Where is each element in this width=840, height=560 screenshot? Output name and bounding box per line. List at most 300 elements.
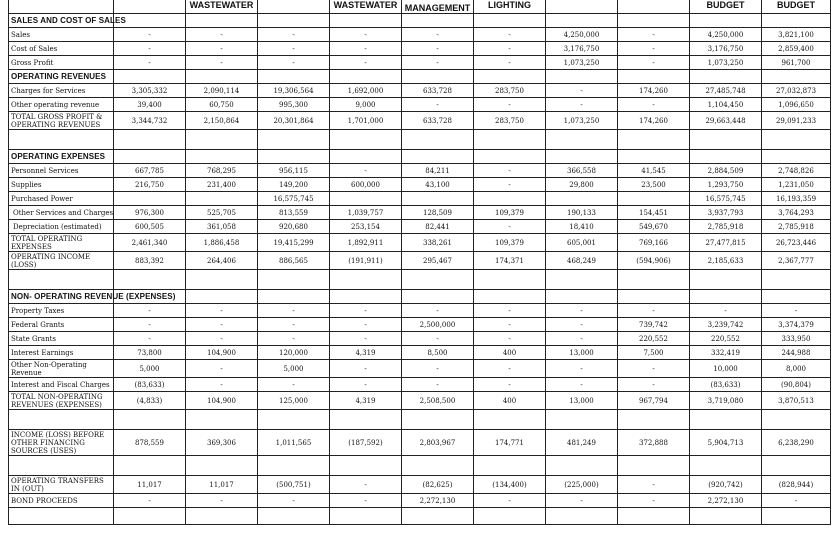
cell-col-1: - [114,318,186,332]
row-label: Sales [9,28,114,42]
header-col-3 [258,0,330,14]
cell-col-9: 3,937,793 [690,206,762,220]
header-col-7 [546,0,618,14]
row-label: State Grants [9,332,114,346]
cell-col-6: (134,400) [474,476,546,494]
cell-col-5: - [402,28,474,42]
cell-col-5: 338,261 [402,234,474,252]
cell-col-1: - [114,56,186,70]
cell-col-8: 739,742 [618,318,690,332]
table-row [9,494,831,508]
cell-col-2: 369,306 [186,430,258,456]
cell-col-9: 220,552 [690,332,762,346]
cell-col-9: 332,419 [690,346,762,360]
row-label: OPERATING INCOME (LOSS) [9,252,114,270]
cell-col-6 [474,192,546,206]
cell-col-4: - [330,28,402,42]
cell-col-8 [618,192,690,206]
cell-col-9: 5,904,713 [690,430,762,456]
cell-col-2: - [186,318,258,332]
table-row [9,112,831,130]
cell-col-7: 1,073,250 [546,56,618,70]
cell-col-6: 174,771 [474,430,546,456]
cell-col-4: - [330,494,402,508]
cell-col-10: 26,723,446 [762,234,831,252]
cell-col-9: 4,250,000 [690,28,762,42]
cell-col-7: 13,000 [546,392,618,410]
cell-col-7: 481,249 [546,430,618,456]
cell-col-7: (225,000) [546,476,618,494]
row-label: Gross Profit [9,56,114,70]
cell-col-6: 400 [474,346,546,360]
cell-col-9: (920,742) [690,476,762,494]
row-label: TOTAL OPERATING EXPENSES [9,234,114,252]
cell-col-4: - [330,378,402,392]
cell-col-6: 283,750 [474,112,546,130]
cell-col-5: 2,272,130 [402,494,474,508]
cell-col-7: - [546,360,618,378]
cell-col-10: 244,988 [762,346,831,360]
header-col-4: WASTEWATER [330,0,402,14]
cell-col-7: 605,001 [546,234,618,252]
cell-col-9: 29,663,448 [690,112,762,130]
table-row [9,28,831,42]
cell-col-10: 16,193,359 [762,192,831,206]
cell-col-2: 2,150,864 [186,112,258,130]
cell-col-5: 633,728 [402,84,474,98]
row-label: TOTAL GROSS PROFIT & OPERATING REVENUES [9,112,114,130]
cell-col-10: 961,700 [762,56,831,70]
cell-col-4: - [330,164,402,178]
cell-col-8: - [618,494,690,508]
cell-col-3: 16,575,745 [258,192,330,206]
table-row [9,476,831,494]
cell-col-2: 768,295 [186,164,258,178]
cell-col-3: - [258,56,330,70]
cell-col-10: 1,231,050 [762,178,831,192]
cell-col-5: 2,508,500 [402,392,474,410]
cell-col-3: 995,300 [258,98,330,112]
cell-col-1: - [114,28,186,42]
cell-col-6: - [474,56,546,70]
budget-table [8,0,831,525]
cell-col-6: - [474,304,546,318]
cell-col-6: - [474,378,546,392]
cell-col-4: 1,692,000 [330,84,402,98]
row-label: Other Services and Charges [9,206,114,220]
cell-col-9: - [690,304,762,318]
cell-col-1: 883,392 [114,252,186,270]
cell-col-7: 29,800 [546,178,618,192]
cell-col-3: 886,565 [258,252,330,270]
cell-col-6: - [474,28,546,42]
cell-col-5: 84,211 [402,164,474,178]
cell-col-4 [330,192,402,206]
cell-col-2: 264,406 [186,252,258,270]
cell-col-2: - [186,332,258,346]
cell-col-9: (83,633) [690,378,762,392]
header-col-5: MANAGEMENT [402,0,474,14]
cell-col-5: 2,500,000 [402,318,474,332]
cell-col-5: - [402,98,474,112]
cell-col-1: 976,300 [114,206,186,220]
cell-col-6: - [474,164,546,178]
cell-col-4: (187,592) [330,430,402,456]
header-col-8 [618,0,690,14]
cell-col-1: - [114,332,186,346]
cell-col-6: 109,379 [474,234,546,252]
table-row [9,178,831,192]
cell-col-2: 1,886,458 [186,234,258,252]
cell-col-4: 9,000 [330,98,402,112]
cell-col-7 [546,192,618,206]
row-label: Depreciation (estimated) [9,220,114,234]
header-col-2: WASTEWATER [186,0,258,14]
section-header-operating-revenues [9,70,831,84]
cell-col-5: 43,100 [402,178,474,192]
cell-col-1: (4,833) [114,392,186,410]
cell-col-7: 4,250,000 [546,28,618,42]
cell-col-8: 7,500 [618,346,690,360]
cell-col-2: - [186,494,258,508]
cell-col-8: 23,500 [618,178,690,192]
cell-col-10: 3,870,513 [762,392,831,410]
cell-col-7: - [546,318,618,332]
cell-col-6: 109,379 [474,206,546,220]
cell-col-3: - [258,28,330,42]
cell-col-6: 283,750 [474,84,546,98]
cell-col-2: 2,090,114 [186,84,258,98]
cell-col-10: - [762,304,831,318]
table-row [9,252,831,270]
cell-col-6: 400 [474,392,546,410]
cell-col-8: - [618,378,690,392]
cell-col-2: - [186,304,258,318]
table-row [9,430,831,456]
cell-col-10: 2,785,918 [762,220,831,234]
cell-col-3: - [258,332,330,346]
cell-col-9: 2,272,130 [690,494,762,508]
cell-col-4: 1,701,000 [330,112,402,130]
cell-col-5: - [402,332,474,346]
cell-col-7: 190,133 [546,206,618,220]
cell-col-10: 8,000 [762,360,831,378]
cell-col-4: - [330,360,402,378]
row-label: TOTAL NON-OPERATING REVENUES (EXPENSES) [9,392,114,410]
cell-col-7: 366,558 [546,164,618,178]
cell-col-7: 13,000 [546,346,618,360]
header-col-6: LIGHTING [474,0,546,14]
table-body [9,14,831,525]
cell-col-8: 549,670 [618,220,690,234]
spacer-row [9,456,831,476]
section-title: NON- OPERATING REVENUE (EXPENSES) [9,290,114,304]
cell-col-10: 6,238,290 [762,430,831,456]
cell-col-4: 4,319 [330,346,402,360]
cell-col-1: 3,344,732 [114,112,186,130]
row-label: Federal Grants [9,318,114,332]
cell-col-7: 3,176,750 [546,42,618,56]
cell-col-8: - [618,304,690,318]
cell-col-5: - [402,378,474,392]
cell-col-1 [114,192,186,206]
cell-col-2: - [186,42,258,56]
cell-col-5: 128,509 [402,206,474,220]
cell-col-2: 231,400 [186,178,258,192]
row-label: Other operating revenue [9,98,114,112]
cell-col-7: - [546,332,618,346]
section-header-operating-expenses [9,150,831,164]
cell-col-4: - [330,332,402,346]
cell-col-4: 4,319 [330,392,402,410]
section-header-non-operating [9,290,831,304]
cell-col-6: 174,371 [474,252,546,270]
row-label: INCOME (LOSS) BEFORE OTHER FINANCING SOURCES (USES) [9,430,114,456]
cell-col-2: - [186,378,258,392]
cell-col-3: 956,115 [258,164,330,178]
cell-col-10: 3,764,293 [762,206,831,220]
cell-col-4: - [330,304,402,318]
cell-col-1: 2,461,340 [114,234,186,252]
table-row [9,346,831,360]
row-label: Other Non-Operating Revenue [9,360,114,378]
cell-col-5: 8,500 [402,346,474,360]
cell-col-9: 27,485,748 [690,84,762,98]
header-col-9: BUDGET [690,0,762,14]
cell-col-8: - [618,476,690,494]
cell-col-2 [186,192,258,206]
cell-col-3: - [258,304,330,318]
row-label: Property Taxes [9,304,114,318]
cell-col-8: 41,545 [618,164,690,178]
cell-col-10: 3,374,379 [762,318,831,332]
row-label: Personnel Services [9,164,114,178]
cell-col-2: 104,900 [186,392,258,410]
row-label: Purchased Power [9,192,114,206]
cell-col-10: (828,944) [762,476,831,494]
table-row [9,42,831,56]
cell-col-9: 3,176,750 [690,42,762,56]
cell-col-8: (594,906) [618,252,690,270]
cell-col-10: 3,821,100 [762,28,831,42]
cell-col-5: (82,625) [402,476,474,494]
cell-col-1: - [114,494,186,508]
cell-col-1: 5,000 [114,360,186,378]
cell-col-7: - [546,378,618,392]
cell-col-8: - [618,28,690,42]
table-row [9,56,831,70]
cell-col-1: - [114,304,186,318]
table-row [9,98,831,112]
cell-col-8: - [618,360,690,378]
cell-col-2: 361,058 [186,220,258,234]
row-label: OPERATING TRANSFERS IN (OUT) [9,476,114,494]
cell-col-3: 5,000 [258,360,330,378]
row-label: Supplies [9,178,114,192]
cell-col-2: 104,900 [186,346,258,360]
cell-col-8: 220,552 [618,332,690,346]
cell-col-9: 3,239,742 [690,318,762,332]
cell-col-2: - [186,28,258,42]
cell-col-3: 20,301,864 [258,112,330,130]
cell-col-7: - [546,304,618,318]
cell-col-9: 1,104,450 [690,98,762,112]
table-row [9,378,831,392]
section-title: SALES AND COST OF SALES [9,14,114,28]
cell-col-9: 16,575,745 [690,192,762,206]
cell-col-3: 19,306,564 [258,84,330,98]
cell-col-3: (500,751) [258,476,330,494]
cell-col-4: - [330,318,402,332]
cell-col-3: - [258,494,330,508]
cell-col-1: (83,633) [114,378,186,392]
cell-col-8: 769,166 [618,234,690,252]
section-title: OPERATING REVENUES [9,70,114,84]
spacer-row [9,270,831,290]
row-label: Charges for Services [9,84,114,98]
table-row [9,318,831,332]
cell-col-3: - [258,378,330,392]
cell-col-6: - [474,494,546,508]
cell-col-3: - [258,318,330,332]
row-label: Interest and Fiscal Charges [9,378,114,392]
table-row [9,234,831,252]
cell-col-9: 27,477,815 [690,234,762,252]
cell-col-5: - [402,42,474,56]
table-row [9,332,831,346]
cell-col-1: 216,750 [114,178,186,192]
cell-col-8: 967,794 [618,392,690,410]
cell-col-1: 39,400 [114,98,186,112]
cell-col-6: - [474,178,546,192]
cell-col-4: 1,892,911 [330,234,402,252]
header-col-1 [114,0,186,14]
cell-col-6: - [474,98,546,112]
cell-col-9: 10,000 [690,360,762,378]
cell-col-4: (191,911) [330,252,402,270]
cell-col-9: 1,073,250 [690,56,762,70]
cell-col-9: 2,185,633 [690,252,762,270]
cell-col-4: 1,039,757 [330,206,402,220]
table-row [9,164,831,178]
cell-col-9: 2,785,918 [690,220,762,234]
cell-col-9: 2,884,509 [690,164,762,178]
cell-col-9: 1,293,750 [690,178,762,192]
cell-col-8: 174,260 [618,112,690,130]
cell-col-1: 11,017 [114,476,186,494]
cell-col-10: 27,032,873 [762,84,831,98]
cell-col-8: 174,260 [618,84,690,98]
cell-col-4: 600,000 [330,178,402,192]
row-label: Cost of Sales [9,42,114,56]
row-label: BOND PROCEEDS [9,494,114,508]
cell-col-2: 60,750 [186,98,258,112]
table-row [9,392,831,410]
cell-col-10: 2,859,400 [762,42,831,56]
cell-col-10: 1,096,650 [762,98,831,112]
cell-col-2: 11,017 [186,476,258,494]
cell-col-10: (90,804) [762,378,831,392]
table-row [9,206,831,220]
cell-col-6: - [474,42,546,56]
cell-col-1: 73,800 [114,346,186,360]
table-row [9,304,831,318]
cell-col-5: - [402,56,474,70]
cell-col-7: - [546,84,618,98]
table-row [9,84,831,98]
cell-col-10: 2,367,777 [762,252,831,270]
cell-col-3: - [258,42,330,56]
spacer-row [9,130,831,150]
cell-col-6: - [474,360,546,378]
cell-col-5: 2,803,967 [402,430,474,456]
cell-col-6: - [474,220,546,234]
cell-col-5: - [402,360,474,378]
cell-col-7: 468,249 [546,252,618,270]
spacer-row [9,410,831,430]
cell-col-7: - [546,98,618,112]
cell-col-5: 633,728 [402,112,474,130]
section-header-sales [9,14,831,28]
cell-col-6: - [474,332,546,346]
cell-col-7: 1,073,250 [546,112,618,130]
cell-col-8: - [618,98,690,112]
cell-col-10: 333,950 [762,332,831,346]
cell-col-2: - [186,360,258,378]
cell-col-3: 125,000 [258,392,330,410]
cell-col-5: 295,467 [402,252,474,270]
header-col-10: BUDGET [762,0,831,14]
cell-col-10: 2,748,826 [762,164,831,178]
cell-col-3: 813,559 [258,206,330,220]
cell-col-10: - [762,494,831,508]
cell-col-5 [402,192,474,206]
cell-col-8: - [618,42,690,56]
cell-col-8: 372,888 [618,430,690,456]
cell-col-1: 878,559 [114,430,186,456]
cell-col-2: 525,705 [186,206,258,220]
cell-col-1: - [114,42,186,56]
cell-col-3: 1,011,565 [258,430,330,456]
row-label: Interest Earnings [9,346,114,360]
cell-col-3: 120,000 [258,346,330,360]
cell-col-9: 3,719,080 [690,392,762,410]
cell-col-10: 29,091,233 [762,112,831,130]
section-title: OPERATING EXPENSES [9,150,114,164]
cell-col-6: - [474,318,546,332]
cell-col-4: - [330,42,402,56]
cell-col-3: 19,415,299 [258,234,330,252]
cell-col-3: 149,200 [258,178,330,192]
cell-col-7: 18,410 [546,220,618,234]
table-row [9,220,831,234]
table-row [9,192,831,206]
cell-col-4: - [330,56,402,70]
header-label [9,0,114,14]
table-row [9,360,831,378]
cell-col-1: 600,505 [114,220,186,234]
cell-col-2: - [186,56,258,70]
cell-col-3: 920,680 [258,220,330,234]
header-row [9,0,831,14]
cell-col-4: 253,154 [330,220,402,234]
cell-col-4: - [330,476,402,494]
cell-col-5: - [402,304,474,318]
cell-col-1: 3,305,332 [114,84,186,98]
cell-col-5: 82,441 [402,220,474,234]
spacer-row [9,508,831,525]
cell-col-8: - [618,56,690,70]
